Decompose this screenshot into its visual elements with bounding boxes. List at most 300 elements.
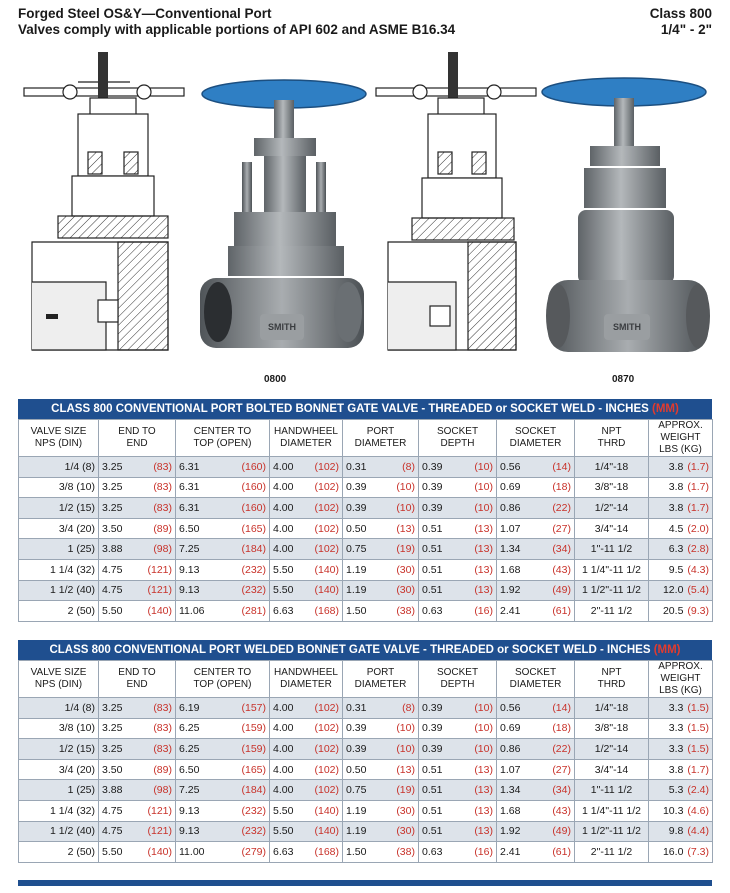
- cell-value-mm: (13): [474, 563, 493, 576]
- table-cell: [19, 759, 99, 780]
- cell-value-mm: (1.7): [687, 460, 709, 473]
- table-cell: [575, 477, 649, 498]
- cell-value-mm: (10): [474, 501, 493, 514]
- table-cell: [99, 477, 176, 498]
- header-left: [18, 6, 455, 38]
- nameplate-text: SMITH: [268, 322, 296, 332]
- cell-value-mm: (232): [241, 584, 266, 597]
- cell-value-mm: (159): [241, 722, 266, 735]
- column-header-line: END TO: [118, 667, 156, 678]
- table-cell: [270, 457, 343, 478]
- table-row: [19, 759, 713, 780]
- table-cell: [575, 518, 649, 539]
- cell-value-mm: (83): [153, 501, 172, 514]
- cell-value-mm: (49): [552, 825, 571, 838]
- cell-value-inch: 6.25: [179, 722, 200, 735]
- cell-value-mm: (160): [241, 501, 266, 514]
- table-cell: [176, 518, 270, 539]
- table-cell: [19, 559, 99, 580]
- column-header: [649, 661, 713, 698]
- cell-value-inch: 6.3: [668, 543, 684, 556]
- cell-value-inch: 6.31: [179, 501, 200, 514]
- cell-value-mm: (10): [396, 481, 415, 494]
- cell-value-inch: 1.34: [500, 784, 521, 797]
- table-cell: [99, 457, 176, 478]
- table-cell: [575, 539, 649, 560]
- cell-value-mm: (5.4): [687, 584, 709, 597]
- cell-value-inch: 2.41: [500, 845, 521, 858]
- table-cell: [575, 457, 649, 478]
- welded-data-table: [18, 660, 713, 863]
- cell-value: 1/4"-18: [594, 460, 629, 473]
- table-cell: [270, 518, 343, 539]
- column-header-line: THRD: [597, 438, 626, 449]
- table-row: [19, 821, 713, 842]
- cell-value-mm: (232): [241, 825, 266, 838]
- table-row: [19, 498, 713, 519]
- table-cell: [419, 477, 497, 498]
- table-cell: [99, 780, 176, 801]
- header-subtitle: Valves comply with applicable portions of API 602 and ASME B16.34: [18, 22, 456, 37]
- cell-value: 3/4 (20): [58, 763, 95, 776]
- cell-value-mm: (1.7): [687, 481, 709, 494]
- cell-value-mm: (10): [396, 722, 415, 735]
- cell-value-mm: (43): [552, 563, 571, 576]
- cell-value-inch: 0.39: [346, 501, 367, 514]
- cell-value-mm: (159): [241, 742, 266, 755]
- cell-value-inch: 9.8: [668, 825, 684, 838]
- cell-value: 3/4"-14: [594, 522, 629, 535]
- table-cell: [270, 698, 343, 719]
- cell-value-inch: 4.5: [668, 522, 684, 535]
- table-cell: [19, 780, 99, 801]
- column-header-line: END: [126, 679, 148, 690]
- cell-value-mm: (13): [474, 784, 493, 797]
- cell-value-inch: 0.50: [346, 763, 367, 776]
- cell-value-inch: 0.51: [422, 584, 443, 597]
- cell-value-inch: 4.75: [102, 804, 123, 817]
- table-cell: [19, 477, 99, 498]
- table-cell: [649, 498, 713, 519]
- table-cell: [99, 739, 176, 760]
- table-cell: [176, 457, 270, 478]
- cell-value-inch: 11.06: [179, 604, 205, 617]
- cell-value-mm: (184): [241, 543, 266, 556]
- cell-value-inch: 11.00: [179, 845, 205, 858]
- column-header-line: DIAMETER: [509, 438, 562, 449]
- cell-value-mm: (34): [552, 784, 571, 797]
- cell-value-mm: (13): [396, 763, 415, 776]
- table-header-row: [19, 420, 713, 457]
- column-header-line: TOP (OPEN): [193, 438, 252, 449]
- column-header-line: TOP (OPEN): [193, 679, 252, 690]
- table-cell: [176, 477, 270, 498]
- cell-value-mm: (4.4): [687, 825, 709, 838]
- column-header: [19, 420, 99, 457]
- cell-value-inch: 5.50: [102, 604, 123, 617]
- column-header-line: SOCKET: [514, 667, 557, 678]
- cell-value-mm: (13): [474, 804, 493, 817]
- cell-value-mm: (22): [552, 742, 571, 755]
- column-header: [19, 661, 99, 698]
- table-cell: [176, 698, 270, 719]
- column-header-line: NPS (DIN): [34, 438, 83, 449]
- cell-value-mm: (83): [153, 460, 172, 473]
- table-cell: [497, 559, 575, 580]
- cell-value-mm: (140): [314, 563, 339, 576]
- cell-value-inch: 3.8: [668, 481, 684, 494]
- cell-value-mm: (19): [396, 784, 415, 797]
- cell-value-mm: (232): [241, 563, 266, 576]
- cell-value-mm: (10): [474, 742, 493, 755]
- table-cell: [270, 539, 343, 560]
- cell-value-inch: 6.50: [179, 763, 200, 776]
- cell-value: 3/4"-14: [594, 763, 629, 776]
- cell-value-mm: (102): [314, 460, 339, 473]
- table-cell: [419, 518, 497, 539]
- cell-value: 1 1/2 (40): [50, 825, 95, 838]
- table-header-row: [19, 661, 713, 698]
- cell-value-inch: 1.68: [500, 804, 521, 817]
- column-header: [99, 420, 176, 457]
- cell-value-inch: 3.3: [668, 722, 684, 735]
- cell-value-inch: 0.86: [500, 501, 521, 514]
- column-header: [497, 661, 575, 698]
- column-header-line: PORT: [366, 667, 395, 678]
- cell-value-mm: (281): [241, 604, 266, 617]
- column-header-line: DEPTH: [440, 438, 475, 449]
- cell-value-inch: 0.75: [346, 784, 367, 797]
- cell-value-inch: 4.00: [273, 522, 294, 535]
- column-header-line: NPS (DIN): [34, 679, 83, 690]
- cell-value-mm: (140): [314, 804, 339, 817]
- cell-value-mm: (30): [396, 563, 415, 576]
- table-cell: [497, 477, 575, 498]
- cell-value-mm: (10): [396, 501, 415, 514]
- table-row: [19, 698, 713, 719]
- figure-label-0800: 0800: [264, 374, 287, 385]
- cell-value-mm: (13): [474, 543, 493, 556]
- cell-value: 1/4 (8): [64, 701, 95, 714]
- table-cell: [649, 780, 713, 801]
- table-cell: [575, 842, 649, 863]
- column-header-line: LBS (KG): [659, 444, 702, 455]
- table-cell: [419, 498, 497, 519]
- table-cell: [343, 718, 419, 739]
- cell-value: 2"-11 1/2: [590, 604, 633, 617]
- column-header: [575, 420, 649, 457]
- cell-value-mm: (232): [241, 804, 266, 817]
- cell-value-inch: 12.0: [662, 584, 684, 597]
- cell-value-inch: 6.31: [179, 481, 200, 494]
- table-cell: [19, 821, 99, 842]
- cell-value: 1/2 (15): [58, 501, 95, 514]
- cell-value-mm: (61): [552, 604, 571, 617]
- table-cell: [270, 498, 343, 519]
- table-cell: [270, 821, 343, 842]
- column-header-line: NPT: [601, 667, 622, 678]
- table-row: [19, 518, 713, 539]
- table-cell: [575, 601, 649, 622]
- cell-value-mm: (19): [396, 543, 415, 556]
- table-cell: [649, 580, 713, 601]
- table-cell: [343, 842, 419, 863]
- bolted-data-table: [18, 419, 713, 622]
- table-cell: [176, 580, 270, 601]
- cell-value-mm: (16): [474, 845, 493, 858]
- cell-value-inch: 0.39: [346, 722, 367, 735]
- cell-value-mm: (1.5): [687, 701, 709, 714]
- cell-value: 1/4"-18: [594, 701, 629, 714]
- cell-value-inch: 3.25: [102, 460, 123, 473]
- cell-value-inch: 0.39: [422, 501, 443, 514]
- table-cell: [419, 457, 497, 478]
- table-cell: [270, 601, 343, 622]
- cell-value-inch: 4.00: [273, 701, 294, 714]
- cell-value-inch: 0.69: [500, 722, 521, 735]
- table-cell: [497, 457, 575, 478]
- cell-value-mm: (10): [474, 481, 493, 494]
- cell-value-inch: 4.00: [273, 501, 294, 514]
- cell-value: 3/8 (10): [58, 481, 95, 494]
- table-cell: [575, 800, 649, 821]
- cell-value: 1 1/4 (32): [50, 804, 95, 817]
- cell-value-mm: (13): [396, 522, 415, 535]
- cell-value-inch: 3.8: [668, 763, 684, 776]
- table-row: [19, 457, 713, 478]
- size-range: 1/4" - 2": [660, 22, 712, 37]
- table-cell: [497, 539, 575, 560]
- table-cell: [270, 580, 343, 601]
- table-cell: [497, 759, 575, 780]
- cell-value-mm: (102): [314, 722, 339, 735]
- cell-value-inch: 6.19: [179, 701, 200, 714]
- cell-value-inch: 0.31: [346, 460, 367, 473]
- table-cell: [649, 842, 713, 863]
- column-header-line: DIAMETER: [280, 679, 332, 690]
- cell-value-mm: (18): [552, 722, 571, 735]
- cell-value-inch: 6.63: [273, 604, 294, 617]
- column-header-line: END TO: [118, 426, 156, 437]
- table-cell: [649, 539, 713, 560]
- table-cell: [99, 842, 176, 863]
- cell-value-mm: (168): [314, 845, 339, 858]
- cell-value-inch: 1.92: [500, 584, 521, 597]
- cell-value-inch: 9.5: [668, 563, 684, 576]
- table-cell: [343, 518, 419, 539]
- cell-value-mm: (8): [402, 460, 415, 473]
- column-header-line: HANDWHEEL: [274, 426, 338, 437]
- cell-value-mm: (9.3): [687, 604, 709, 617]
- cell-value-mm: (2.8): [687, 543, 709, 556]
- cell-value-inch: 1.34: [500, 543, 521, 556]
- cell-value-mm: (1.5): [687, 742, 709, 755]
- table-cell: [497, 698, 575, 719]
- section-drawing-0800: [24, 52, 184, 350]
- column-header-line: END: [126, 438, 148, 449]
- table-cell: [649, 601, 713, 622]
- cell-value-inch: 4.00: [273, 460, 294, 473]
- cell-value-inch: 0.39: [422, 742, 443, 755]
- cell-value-mm: (102): [314, 784, 339, 797]
- table-cell: [270, 759, 343, 780]
- table-cell: [419, 800, 497, 821]
- table-cell: [99, 718, 176, 739]
- cell-value-mm: (279): [241, 845, 266, 858]
- cell-value-inch: 5.50: [273, 804, 294, 817]
- table-cell: [343, 498, 419, 519]
- cell-value: 3/8"-18: [594, 481, 629, 494]
- cell-value-mm: (1.7): [687, 501, 709, 514]
- cell-value-inch: 3.25: [102, 501, 123, 514]
- table-cell: [497, 780, 575, 801]
- cell-value-mm: (102): [314, 543, 339, 556]
- table-row: [19, 800, 713, 821]
- cell-value-inch: 7.25: [179, 784, 200, 797]
- cell-value-inch: 0.39: [422, 460, 443, 473]
- cell-value-inch: 0.63: [422, 845, 443, 858]
- photo-valve-0800: [200, 80, 366, 348]
- cell-value-inch: 4.00: [273, 481, 294, 494]
- table-cell: [343, 539, 419, 560]
- table-cell: [649, 518, 713, 539]
- column-header: [497, 420, 575, 457]
- cell-value-inch: 1.07: [500, 763, 521, 776]
- cell-value-mm: (2.0): [687, 522, 709, 535]
- table-cell: [419, 718, 497, 739]
- cell-value-mm: (13): [474, 584, 493, 597]
- table-cell: [575, 780, 649, 801]
- table-cell: [649, 821, 713, 842]
- column-header-line: HANDWHEEL: [274, 667, 338, 678]
- cell-value-mm: (38): [396, 845, 415, 858]
- table-cell: [497, 601, 575, 622]
- table-cell: [575, 498, 649, 519]
- cell-value: 1/2"-14: [594, 742, 629, 755]
- table-row: [19, 601, 713, 622]
- cell-value-mm: (160): [241, 481, 266, 494]
- photo-valve-0870: [542, 78, 710, 352]
- cell-value-mm: (8): [402, 701, 415, 714]
- table-cell: [343, 821, 419, 842]
- table-cell: [419, 842, 497, 863]
- table-cell: [99, 821, 176, 842]
- cell-value: 1"-11 1/2: [590, 784, 633, 797]
- table-cell: [99, 559, 176, 580]
- table-cell: [343, 457, 419, 478]
- table-row: [19, 718, 713, 739]
- cell-value: 2 (50): [67, 604, 95, 617]
- table-cell: [649, 718, 713, 739]
- cell-value-inch: 1.50: [346, 845, 367, 858]
- cell-value-mm: (168): [314, 604, 339, 617]
- cell-value-inch: 0.51: [422, 543, 443, 556]
- table-cell: [19, 718, 99, 739]
- cell-value-mm: (4.6): [687, 804, 709, 817]
- table-cell: [497, 842, 575, 863]
- cell-value-mm: (27): [552, 763, 571, 776]
- column-header: [419, 661, 497, 698]
- cell-value-inch: 3.50: [102, 763, 123, 776]
- cell-value-inch: 3.3: [668, 742, 684, 755]
- table-cell: [419, 780, 497, 801]
- cell-value-inch: 1.19: [346, 584, 367, 597]
- cell-value-inch: 1.19: [346, 825, 367, 838]
- cell-value-inch: 4.00: [273, 763, 294, 776]
- cell-value-mm: (140): [147, 845, 172, 858]
- table-cell: [343, 559, 419, 580]
- column-header-line: LBS (KG): [659, 685, 702, 696]
- cell-value-inch: 4.00: [273, 543, 294, 556]
- cell-value-mm: (38): [396, 604, 415, 617]
- table-cell: [99, 498, 176, 519]
- cell-value-inch: 16.0: [662, 845, 684, 858]
- cell-value-inch: 4.75: [102, 563, 123, 576]
- column-header-line: DEPTH: [440, 679, 475, 690]
- table-cell: [649, 698, 713, 719]
- section-drawing-0870: [376, 52, 536, 350]
- column-header: [270, 420, 343, 457]
- cell-value-mm: (22): [552, 501, 571, 514]
- table-cell: [497, 518, 575, 539]
- table-cell: [99, 800, 176, 821]
- cell-value-mm: (165): [241, 763, 266, 776]
- cell-value-inch: 4.00: [273, 722, 294, 735]
- table-cell: [176, 559, 270, 580]
- column-header: [270, 661, 343, 698]
- column-header-line: DIAMETER: [354, 438, 407, 449]
- table-cell: [99, 601, 176, 622]
- cell-value-mm: (16): [474, 604, 493, 617]
- table-cell: [343, 759, 419, 780]
- table-row: [19, 477, 713, 498]
- cell-value-inch: 3.88: [102, 543, 123, 556]
- figure-label-0870: 0870: [612, 374, 635, 385]
- cell-value-inch: 0.39: [346, 742, 367, 755]
- table-cell: [649, 759, 713, 780]
- cell-value-mm: (89): [153, 763, 172, 776]
- table-cell: [497, 718, 575, 739]
- cell-value-inch: 1.07: [500, 522, 521, 535]
- cell-value-inch: 0.51: [422, 563, 443, 576]
- column-header-line: SOCKET: [514, 426, 557, 437]
- cell-value-mm: (4.3): [687, 563, 709, 576]
- cell-value-mm: (10): [474, 460, 493, 473]
- column-header-line: VALVE SIZE: [30, 667, 87, 678]
- table-cell: [176, 739, 270, 760]
- cell-value: 2 (50): [67, 845, 95, 858]
- cell-value-mm: (49): [552, 584, 571, 597]
- column-header-line: SOCKET: [436, 667, 479, 678]
- table-welded-bonnet: [18, 640, 712, 863]
- cell-value-inch: 1.68: [500, 563, 521, 576]
- header-title: Forged Steel OS&Y—Conventional Port: [18, 6, 272, 21]
- table-cell: [270, 718, 343, 739]
- table-cell: [176, 759, 270, 780]
- table-cell: [343, 698, 419, 719]
- table-cell: [575, 718, 649, 739]
- cell-value: 1/4 (8): [64, 460, 95, 473]
- cell-value-mm: (121): [147, 563, 172, 576]
- cell-value-mm: (13): [474, 522, 493, 535]
- cell-value: 2"-11 1/2: [590, 845, 633, 858]
- table-cell: [419, 759, 497, 780]
- cell-value-inch: 10.3: [662, 804, 684, 817]
- column-header-line: APPROX. WEIGHT: [658, 420, 703, 443]
- valve-illustrations: [18, 52, 712, 387]
- table-cell: [649, 800, 713, 821]
- table-cell: [497, 800, 575, 821]
